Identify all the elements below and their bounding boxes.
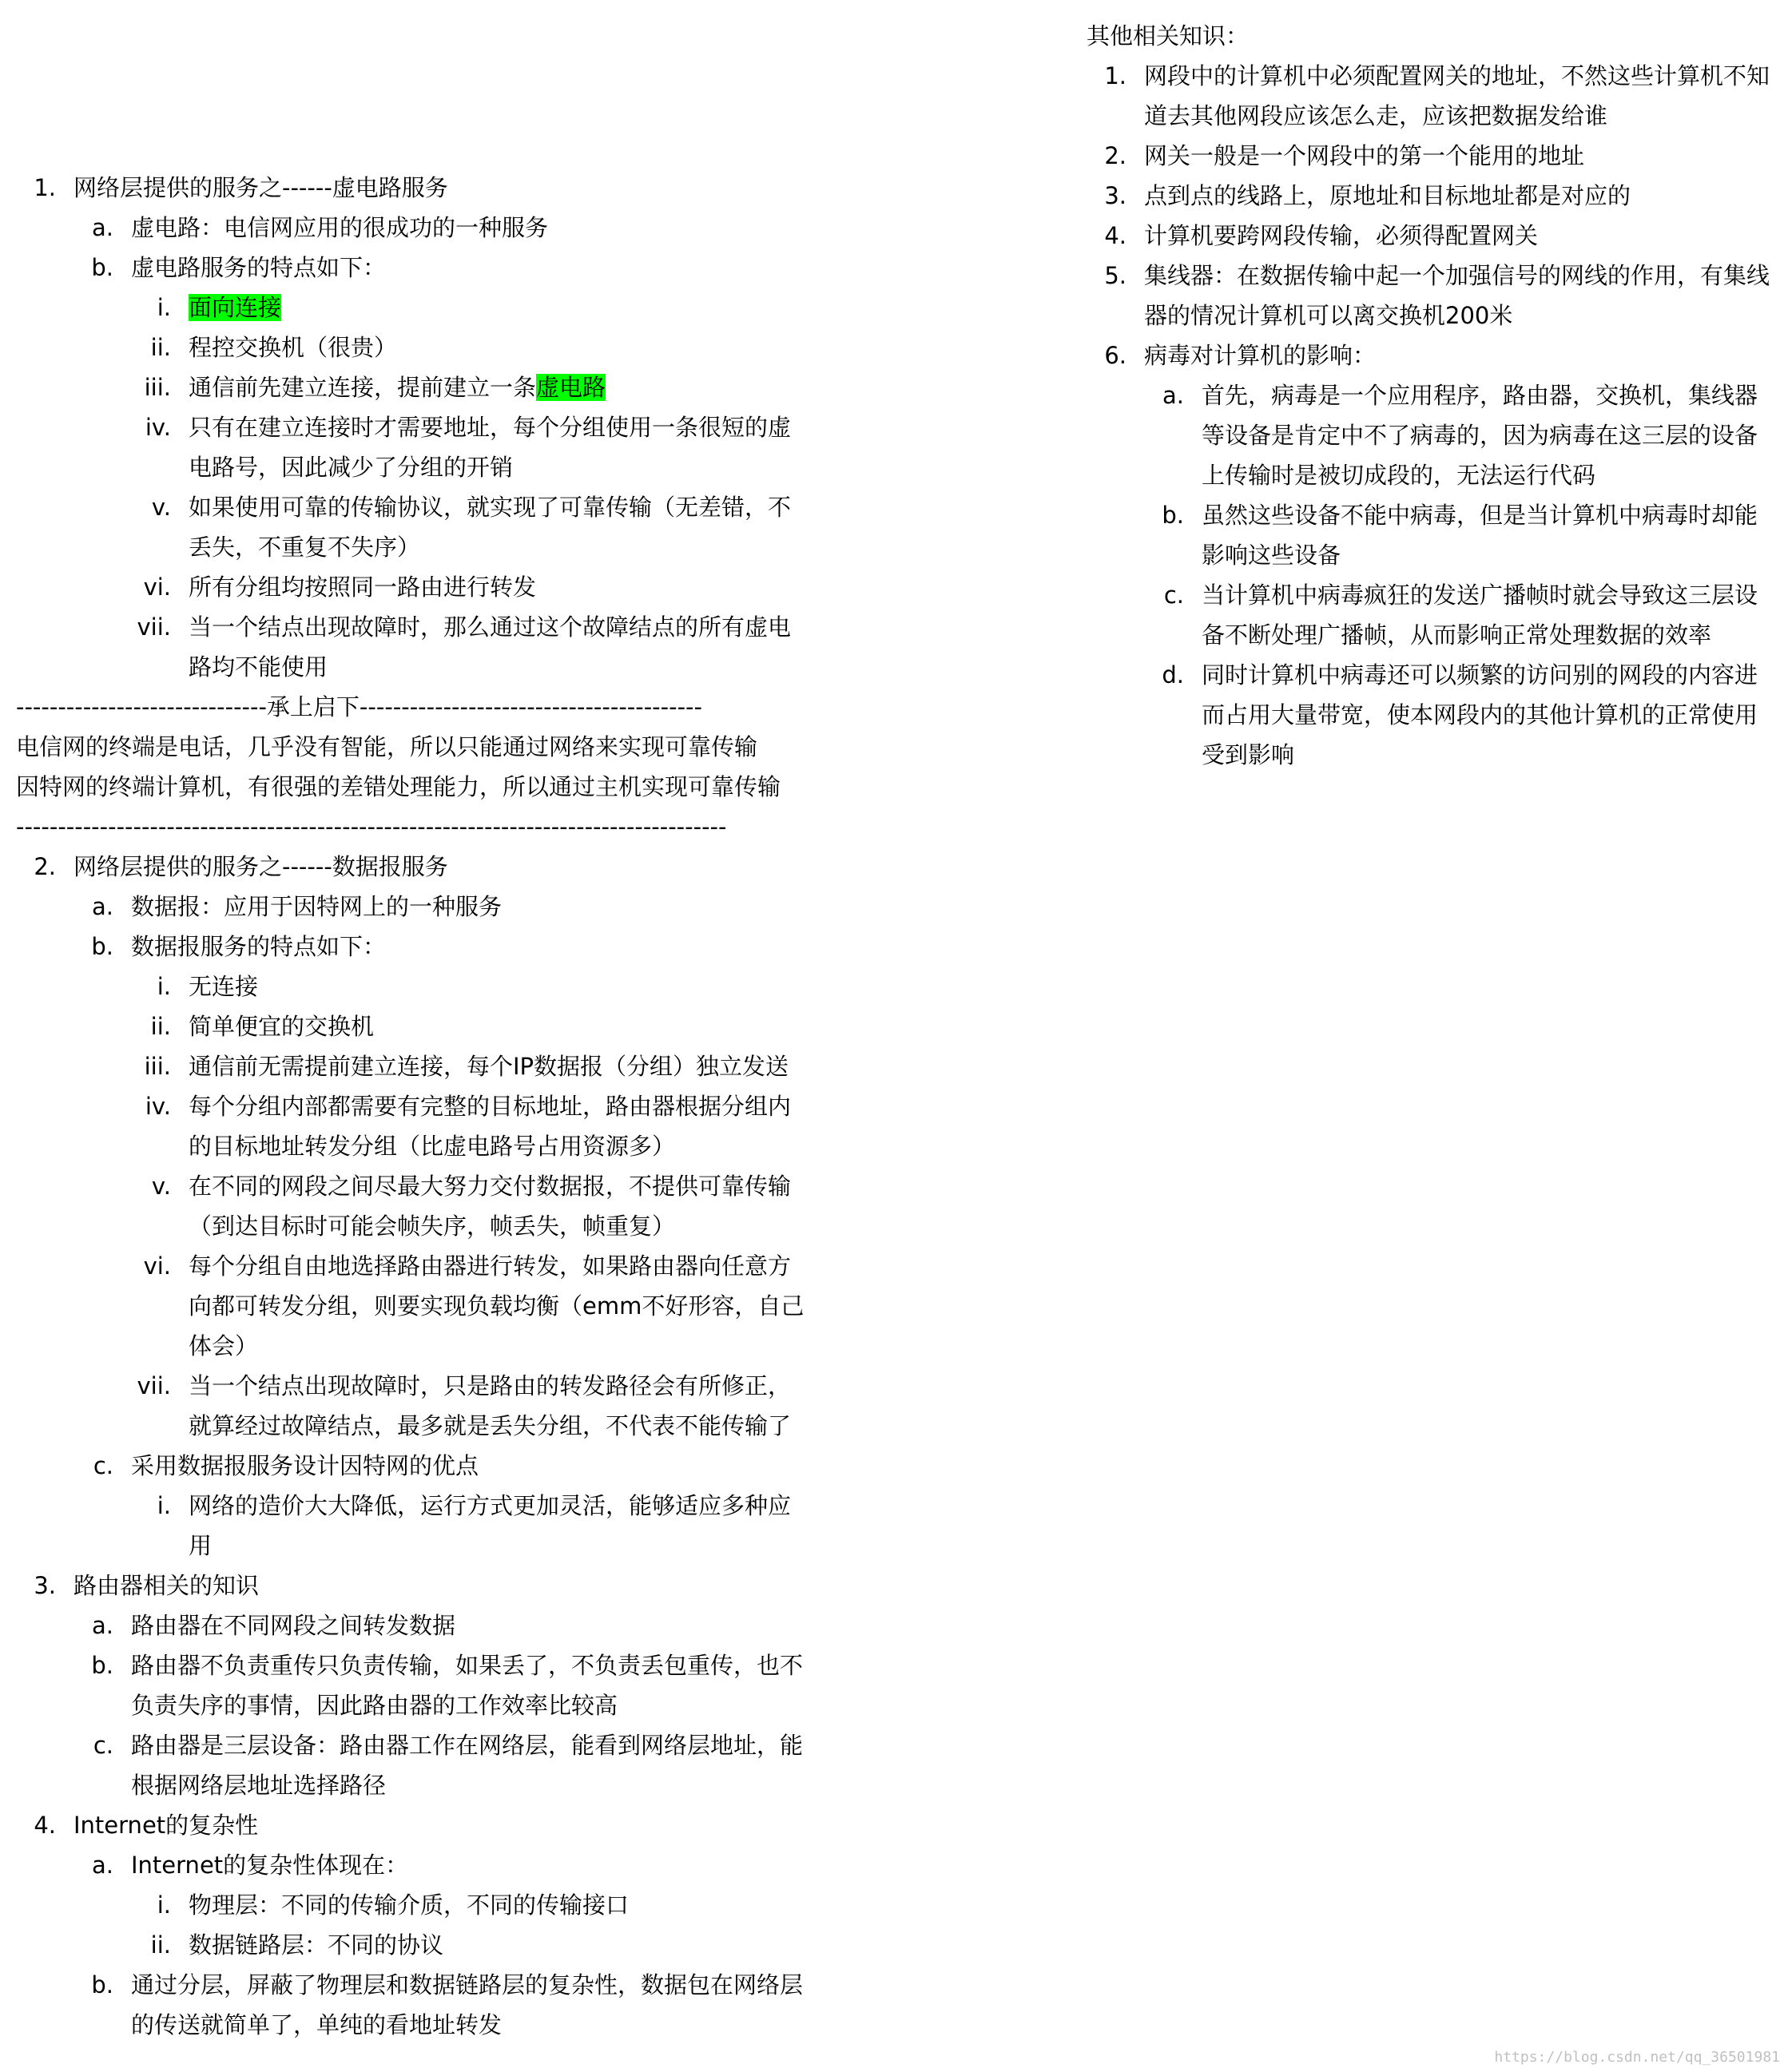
right-column bbox=[1087, 16, 1774, 775]
list-item bbox=[16, 1486, 807, 1566]
list-marker: 2. bbox=[1104, 142, 1126, 169]
item-text: 路由器在不同网段之间转发数据 bbox=[131, 1612, 456, 1639]
item-text: 虚电路服务的特点如下： bbox=[131, 254, 387, 281]
list-item bbox=[1087, 375, 1774, 495]
item-text: 网关一般是一个网段中的第一个能用的地址 bbox=[1144, 142, 1585, 169]
list-marker: c. bbox=[1163, 582, 1184, 609]
item-text: 当计算机中病毒疯狂的发送广播帧时就会导致这三层设备不断处理广播帧，从而影响正常处理数据的效率 bbox=[1202, 582, 1758, 649]
list-item bbox=[1087, 256, 1774, 335]
list-marker: ii. bbox=[150, 1013, 171, 1040]
list-marker: b. bbox=[91, 254, 113, 281]
list-marker: c. bbox=[93, 1452, 113, 1479]
item-text: 虽然这些设备不能中病毒，但是当计算机中病毒时却能影响这些设备 bbox=[1202, 502, 1758, 569]
item-text: 点到点的线路上，原地址和目标地址都是对应的 bbox=[1144, 182, 1631, 209]
list-marker: 1. bbox=[1104, 62, 1126, 89]
list-item bbox=[16, 1566, 807, 1606]
item-text: 病毒对计算机的影响： bbox=[1144, 342, 1377, 369]
list-marker: 3. bbox=[1104, 182, 1126, 209]
item-text: 当一个结点出现故障时，那么通过这个故障结点的所有虚电路均不能使用 bbox=[189, 613, 792, 681]
list-item bbox=[16, 1885, 807, 1925]
item-text: 如果使用可靠的传输协议，就实现了可靠传输（无差错，不丢失，不重复不失序） bbox=[189, 494, 792, 561]
highlighted-text: 面向连接 bbox=[189, 294, 282, 321]
list-marker: a. bbox=[92, 1852, 113, 1879]
list-item bbox=[16, 1046, 807, 1086]
list-item bbox=[16, 567, 807, 607]
list-marker: vii. bbox=[137, 1372, 171, 1399]
item-text: 通信前先建立连接，提前建立一条 bbox=[189, 374, 537, 401]
item-text: 路由器是三层设备：路由器工作在网络层，能看到网络层地址，能根据网络层地址选择路径 bbox=[131, 1732, 804, 1799]
item-text: 首先，病毒是一个应用程序，路由器，交换机，集线器等设备是肯定中不了病毒的，因为病毒在这三层的设备上传输时是被切成段的，无法运行代码 bbox=[1202, 382, 1758, 489]
list-item bbox=[1087, 216, 1774, 256]
text-line bbox=[16, 727, 807, 767]
item-text: 虚电路：电信网应用的很成功的一种服务 bbox=[131, 214, 549, 241]
list-marker: vi. bbox=[143, 1252, 171, 1280]
list-marker: a. bbox=[92, 893, 113, 920]
list-item bbox=[16, 887, 807, 927]
list-marker: b. bbox=[91, 1971, 113, 1999]
list-item bbox=[16, 248, 807, 288]
list-marker: 5. bbox=[1104, 262, 1126, 289]
list-item bbox=[16, 1006, 807, 1046]
list-item bbox=[1087, 655, 1774, 775]
item-text: 简单便宜的交换机 bbox=[189, 1013, 375, 1040]
list-item bbox=[16, 1925, 807, 1965]
item-text: Internet的复杂性体现在： bbox=[131, 1852, 409, 1879]
list-item bbox=[16, 208, 807, 248]
item-text: 其他相关知识： bbox=[1087, 22, 1250, 50]
text-line bbox=[1087, 16, 1774, 56]
list-marker: iii. bbox=[144, 1053, 171, 1080]
list-item bbox=[16, 1366, 807, 1446]
list-marker: c. bbox=[93, 1732, 113, 1759]
list-item bbox=[16, 168, 807, 208]
list-item bbox=[16, 407, 807, 487]
item-text: 数据报服务的特点如下： bbox=[131, 933, 387, 960]
list-item bbox=[16, 1246, 807, 1366]
item-text: 同时计算机中病毒还可以频繁的访问别的网段的内容进而占用大量带宽，使本网段内的其他计算机的正常使用受到影响 bbox=[1202, 661, 1758, 768]
list-marker: a. bbox=[92, 1612, 113, 1639]
list-marker: 2. bbox=[34, 853, 56, 880]
list-item bbox=[16, 487, 807, 567]
list-item bbox=[1087, 495, 1774, 575]
item-text: 程控交换机（很贵） bbox=[189, 334, 398, 361]
item-text: 路由器不负责重传只负责传输，如果丢了，不负责丢包重传，也不负责失序的事情，因此路由器的工作效率比较高 bbox=[131, 1652, 804, 1719]
list-marker: 4. bbox=[34, 1812, 56, 1839]
list-item bbox=[1087, 335, 1774, 375]
list-marker: iv. bbox=[145, 414, 171, 441]
item-text: 数据报：应用于因特网上的一种服务 bbox=[131, 893, 503, 920]
list-item bbox=[1087, 176, 1774, 216]
highlighted-text: 虚电路 bbox=[536, 374, 606, 401]
list-marker: vii. bbox=[137, 613, 171, 641]
item-text: ------------------------------承上启下----------------------------------------- bbox=[16, 693, 702, 720]
list-marker: 1. bbox=[34, 174, 56, 201]
list-marker: i. bbox=[157, 1891, 171, 1919]
list-item bbox=[16, 1446, 807, 1486]
list-marker: 3. bbox=[34, 1572, 56, 1599]
list-marker: b. bbox=[91, 1652, 113, 1679]
list-item bbox=[16, 327, 807, 367]
list-item bbox=[16, 1845, 807, 1885]
item-text: 通过分层，屏蔽了物理层和数据链路层的复杂性，数据包在网络层的传送就简单了，单纯的看地址转发 bbox=[131, 1971, 804, 2038]
item-text: 当一个结点出现故障时，只是路由的转发路径会有所修正，就算经过故障结点，最多就是丢失分组，不代表不能传输了 bbox=[189, 1372, 792, 1439]
list-marker: i. bbox=[157, 973, 171, 1000]
item-text: 数据链路层：不同的协议 bbox=[189, 1931, 444, 1959]
list-item bbox=[16, 1645, 807, 1725]
list-item bbox=[16, 1805, 807, 1845]
list-item bbox=[16, 288, 807, 327]
list-marker: i. bbox=[157, 294, 171, 321]
list-marker: vi. bbox=[143, 574, 171, 601]
list-item bbox=[16, 1606, 807, 1645]
item-text: 每个分组自由地选择路由器进行转发，如果路由器向任意方向都可转发分组，则要实现负载均衡（emm不好形容，自己体会） bbox=[189, 1252, 805, 1360]
item-text: 无连接 bbox=[189, 973, 259, 1000]
left-column bbox=[16, 168, 807, 2045]
list-item bbox=[16, 1965, 807, 2045]
item-text: Internet的复杂性 bbox=[74, 1812, 259, 1839]
item-text: 所有分组均按照同一路由进行转发 bbox=[189, 574, 537, 601]
list-item bbox=[1087, 56, 1774, 136]
list-marker: b. bbox=[91, 933, 113, 960]
list-item bbox=[1087, 575, 1774, 655]
list-item bbox=[16, 607, 807, 687]
list-marker: a. bbox=[1162, 382, 1184, 409]
item-text: 集线器：在数据传输中起一个加强信号的网线的作用，有集线器的情况计算机可以离交换机200米 bbox=[1144, 262, 1770, 329]
item-text: 只有在建立连接时才需要地址，每个分组使用一条很短的虚电路号，因此减少了分组的开销 bbox=[189, 414, 792, 481]
list-marker: iv. bbox=[145, 1093, 171, 1120]
item-text: 网络层提供的服务之------虚电路服务 bbox=[74, 174, 448, 201]
item-text: 网段中的计算机中必须配置网关的地址，不然这些计算机不知道去其他网段应该怎么走，应该把数据发给谁 bbox=[1144, 62, 1770, 129]
list-marker: a. bbox=[92, 214, 113, 241]
item-text: 每个分组内部都需要有完整的目标地址，路由器根据分组内的目标地址转发分组（比虚电路号占用资源多） bbox=[189, 1093, 792, 1160]
item-text: 采用数据报服务设计因特网的优点 bbox=[131, 1452, 479, 1479]
list-item bbox=[16, 1166, 807, 1246]
text-line bbox=[16, 687, 807, 727]
watermark: https://blog.csdn.net/qq_36501981 bbox=[1494, 2049, 1780, 2066]
list-marker: v. bbox=[151, 1173, 171, 1200]
item-text: 网络层提供的服务之------数据报服务 bbox=[74, 853, 448, 880]
text-line bbox=[16, 807, 807, 847]
list-item bbox=[16, 1725, 807, 1805]
list-marker: v. bbox=[151, 494, 171, 521]
list-marker: i. bbox=[157, 1492, 171, 1519]
item-text: 计算机要跨网段传输，必须得配置网关 bbox=[1144, 222, 1539, 249]
list-marker: iii. bbox=[144, 374, 171, 401]
list-marker: 4. bbox=[1104, 222, 1126, 249]
list-marker: ii. bbox=[150, 334, 171, 361]
item-text: 网络的造价大大降低，运行方式更加灵活，能够适应多种应用 bbox=[189, 1492, 792, 1559]
text-line bbox=[16, 767, 807, 807]
item-text: ------------------------------------------------------------------------------------- bbox=[16, 813, 727, 840]
list-marker: b. bbox=[1162, 502, 1184, 529]
list-item bbox=[16, 847, 807, 887]
item-text: 电信网的终端是电话，几乎没有智能，所以只能通过网络来实现可靠传输 bbox=[16, 733, 758, 760]
item-text: 因特网的终端计算机，有很强的差错处理能力，所以通过主机实现可靠传输 bbox=[16, 773, 781, 800]
item-text: 物理层：不同的传输介质，不同的传输接口 bbox=[189, 1891, 630, 1919]
list-item bbox=[16, 927, 807, 967]
list-marker: 6. bbox=[1104, 342, 1126, 369]
list-item bbox=[1087, 136, 1774, 176]
item-text: 通信前无需提前建立连接，每个IP数据报（分组）独立发送 bbox=[189, 1053, 789, 1080]
list-item bbox=[16, 1086, 807, 1166]
list-marker: ii. bbox=[150, 1931, 171, 1959]
list-item bbox=[16, 367, 807, 407]
list-marker: d. bbox=[1162, 661, 1184, 689]
list-item bbox=[16, 967, 807, 1006]
item-text: 路由器相关的知识 bbox=[74, 1572, 260, 1599]
item-text: 在不同的网段之间尽最大努力交付数据报，不提供可靠传输（到达目标时可能会帧失序，帧丢失，帧重复） bbox=[189, 1173, 792, 1240]
